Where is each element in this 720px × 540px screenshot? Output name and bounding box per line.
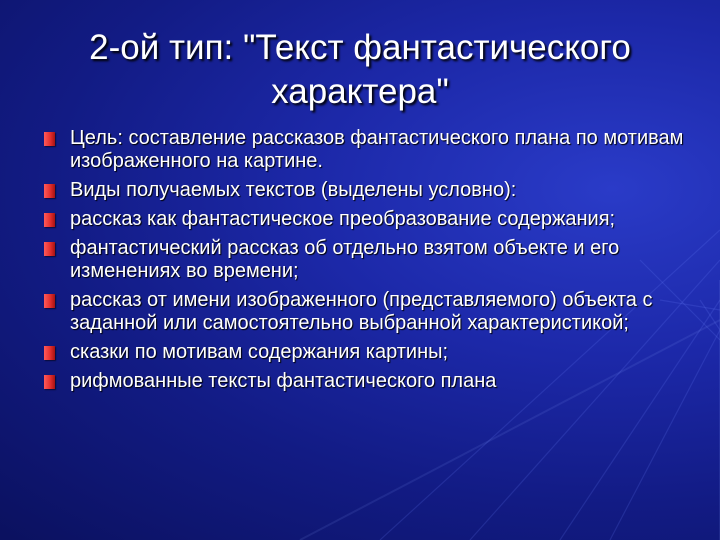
slide-title: 2-ой тип: "Текст фантастического характера": [89, 28, 631, 111]
bullet-list: [44, 127, 694, 399]
list-item: [44, 289, 694, 335]
bullet-text: Цель: составление рассказов фантастического плана по мотивам изображенного на картине.: [70, 127, 684, 172]
bullet-text: рифмованные тексты фантастического плана: [70, 370, 497, 392]
list-item: [44, 208, 694, 231]
bullet-text: рассказ от имени изображенного (представляемого) объекта с заданной или самостоятельно выбранной характеристикой;: [70, 289, 653, 334]
bullet-square-icon: [44, 213, 55, 227]
bullet-square-icon: [44, 294, 55, 308]
list-item: [44, 237, 694, 283]
bullet-text: рассказ как фантастическое преобразование содержания;: [70, 208, 616, 230]
list-item: [44, 127, 694, 173]
bullet-square-icon: [44, 184, 55, 198]
bullet-square-icon: [44, 242, 55, 256]
bullet-square-icon: [44, 375, 55, 389]
bullet-square-icon: [44, 132, 55, 146]
list-item: [44, 341, 694, 364]
bullet-text: Виды получаемых текстов (выделены условно):: [70, 179, 517, 201]
bullet-text: сказки по мотивам содержания картины;: [70, 341, 449, 363]
list-item: [44, 179, 694, 202]
list-item: [44, 370, 694, 393]
bullet-text: фантастический рассказ об отдельно взятом объекте и его изменениях во времени;: [70, 237, 620, 282]
bullet-square-icon: [44, 346, 55, 360]
